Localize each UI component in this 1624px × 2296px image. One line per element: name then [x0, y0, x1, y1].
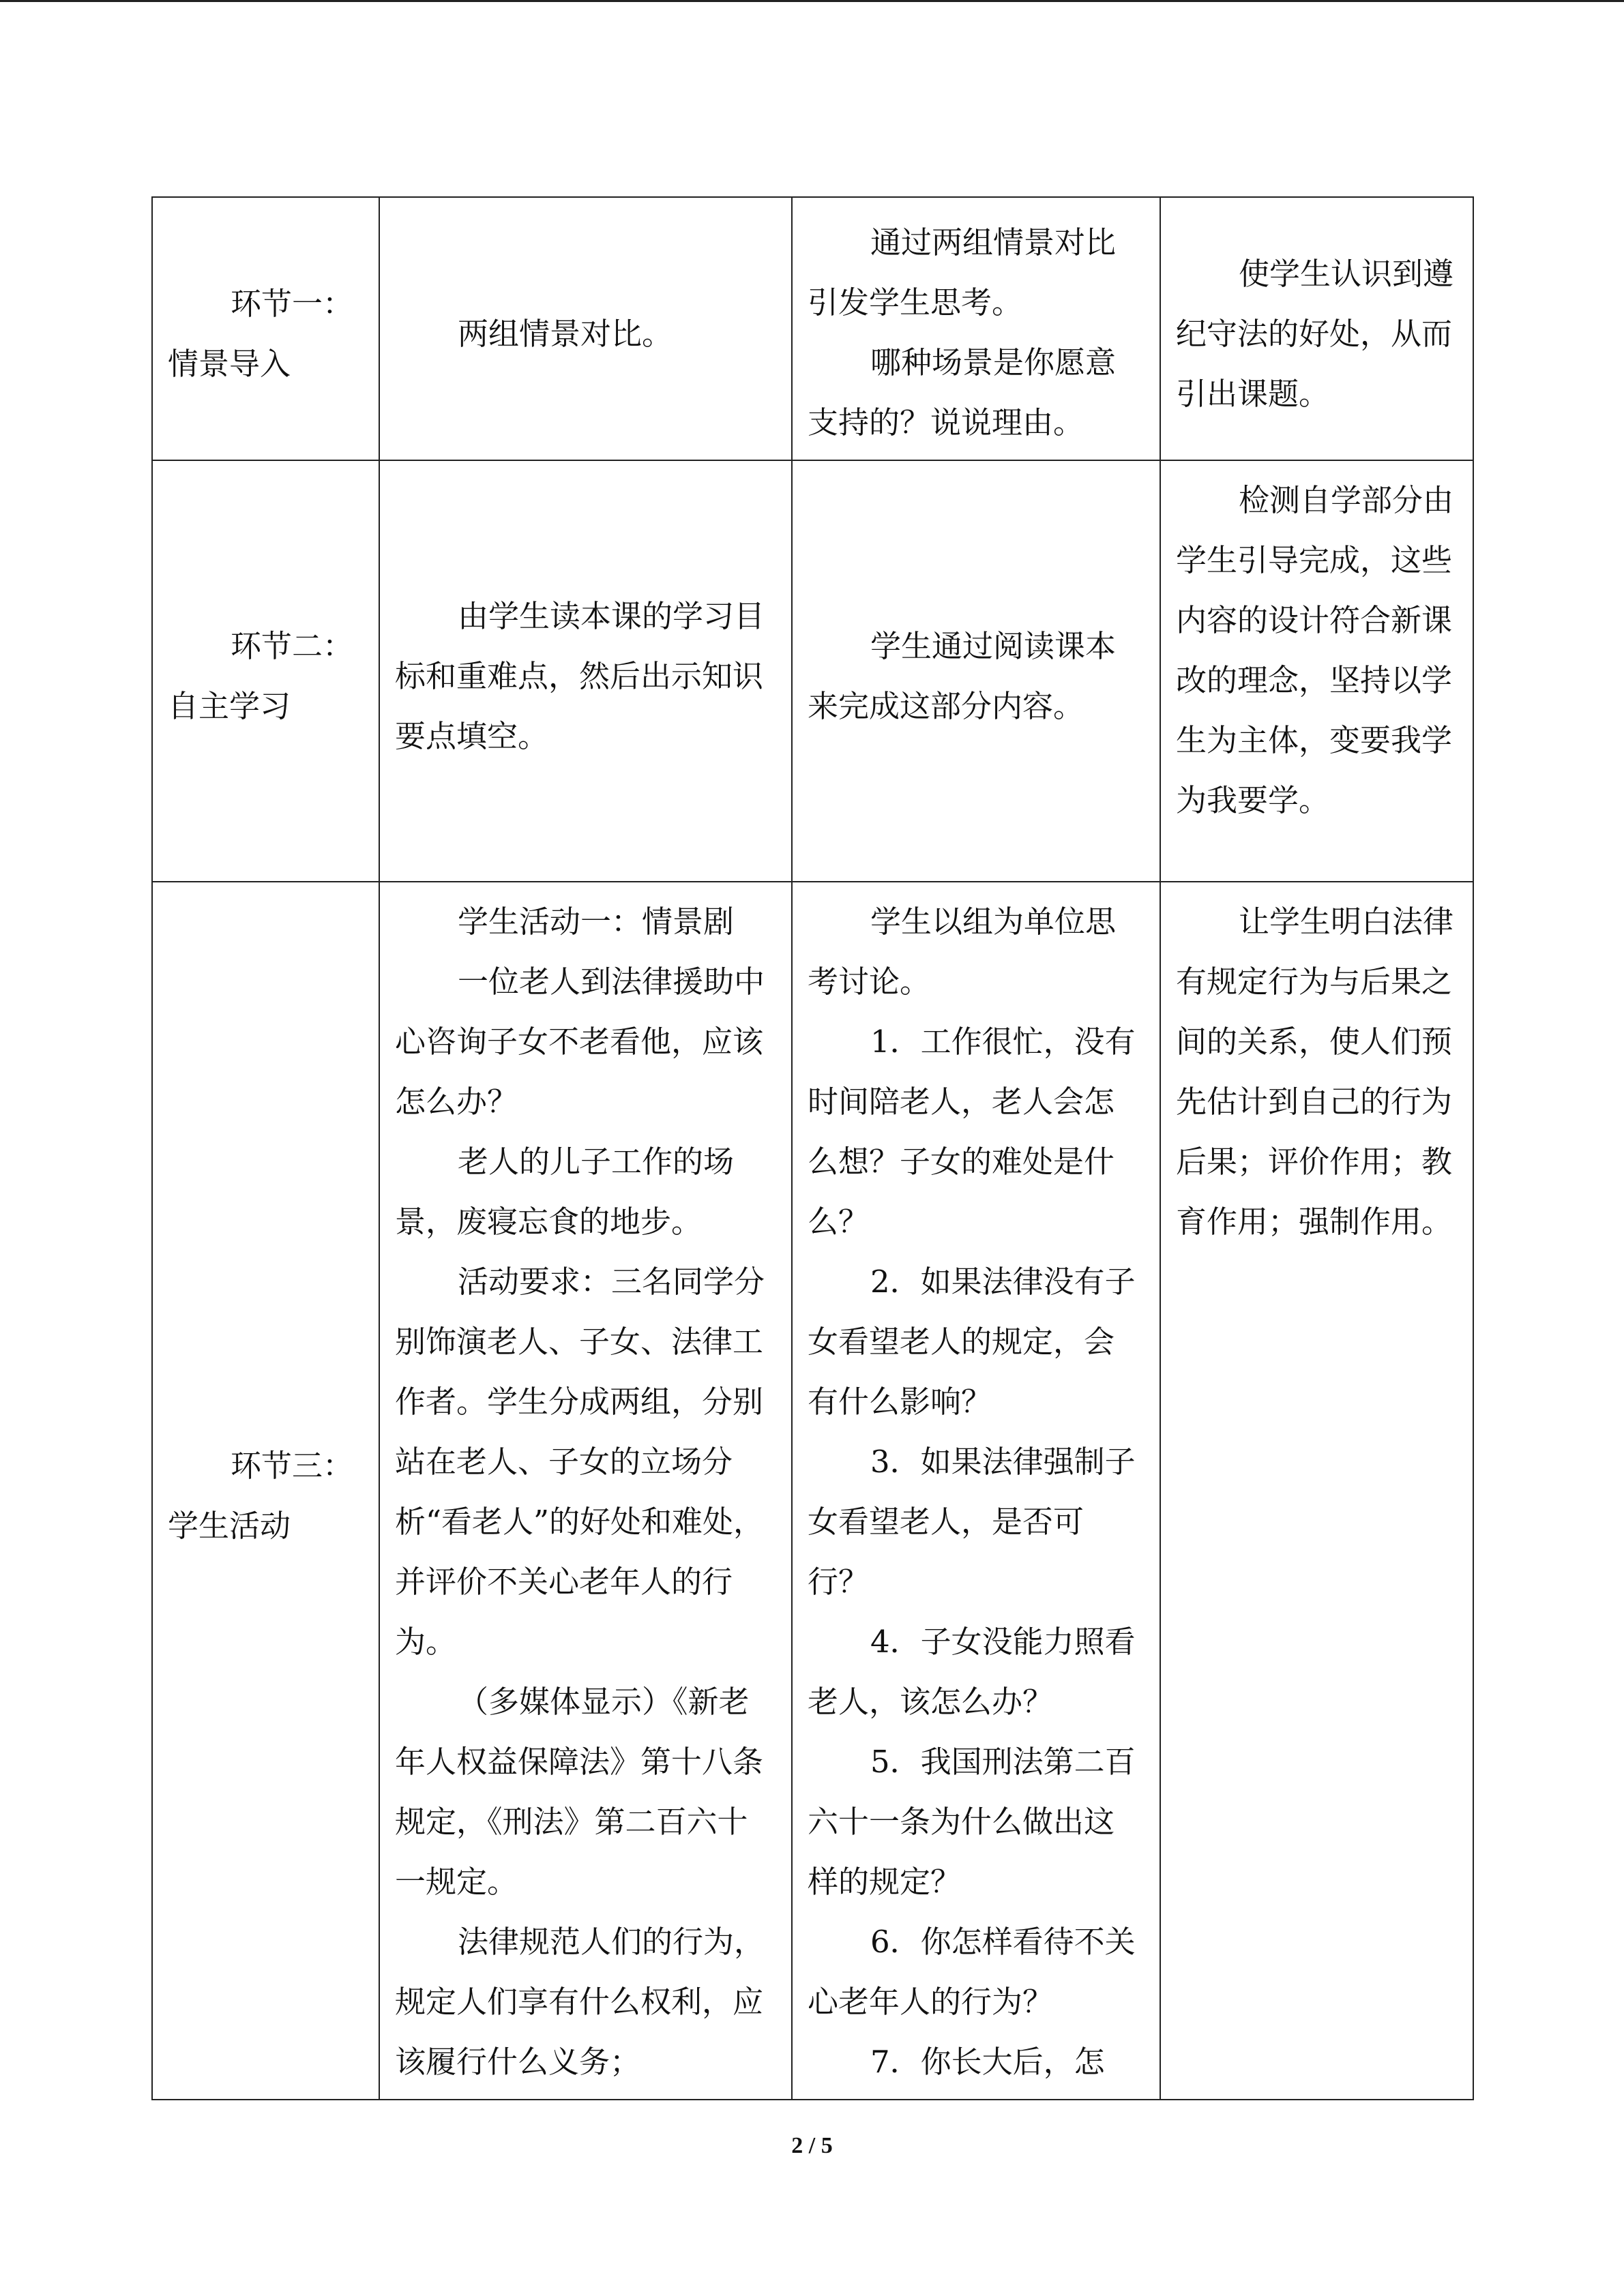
content-paragraph: 一位老人到法律援助中心咨询子女不老看他，应该怎么办？: [395, 964, 765, 1120]
student-paragraph: 5．我国刑法第二百六十一条为什么做出这样的规定？: [808, 1744, 1136, 1900]
student-cell: [792, 197, 1160, 460]
student-paragraph: 哪种场景是你愿意支持的？说说理由。: [808, 344, 1117, 441]
student-paragraph: 学生以组为单位思考讨论。: [808, 904, 1117, 1000]
intent-cell: [1160, 882, 1473, 2100]
content-paragraph: 由学生读本课的学习目标和重难点，然后出示知识要点填空。: [395, 598, 765, 754]
stage-cell: [152, 197, 379, 460]
student-cell: [792, 460, 1160, 882]
table-row: [152, 460, 1473, 882]
stage-title: 学生活动: [168, 1508, 291, 1544]
content-cell: [379, 882, 792, 2100]
content-cell: [379, 197, 792, 460]
lesson-plan-table: [151, 196, 1474, 2100]
content-paragraph: 两组情景对比。: [458, 316, 673, 352]
content-paragraph: 法律规范人们的行为，规定人们享有什么权利，应该履行什么义务；: [395, 1924, 765, 2080]
content-paragraph: 活动要求：三名同学分别饰演老人、子女、法律工作者。学生分成两组，分别站在老人、子女的立场分析“看老人”的好处和难处，并评价不关心老年人的行为。: [395, 1264, 765, 1660]
student-paragraph: 7．你长大后，怎: [870, 2044, 1105, 2080]
student-paragraph: 4．子女没能力照看老人，该怎么办？: [808, 1624, 1136, 1720]
intent-paragraph: 检测自学部分由学生引导完成，这些内容的设计符合新课改的理念，坚持以学生为主体，变要我学为我要学。: [1176, 482, 1454, 818]
stage-title: 自主学习: [168, 688, 291, 724]
student-paragraph: 3．如果法律强制子女看望老人，是否可行？: [808, 1444, 1136, 1600]
student-paragraph: 2．如果法律没有子女看望老人的规定，会有什么影响？: [808, 1264, 1136, 1420]
intent-cell: [1160, 197, 1473, 460]
stage-cell: [152, 460, 379, 882]
student-paragraph: 6．你怎样看待不关心老年人的行为？: [808, 1924, 1136, 2020]
intent-paragraph: 让学生明白法律有规定行为与后果之间的关系，使人们预先估计到自己的行为后果；评价作用；教育作用；强制作用。: [1176, 904, 1454, 1240]
stage-title: 情景导入: [168, 346, 291, 382]
intent-cell: [1160, 460, 1473, 882]
content-paragraph: 学生活动一：情景剧: [458, 904, 735, 940]
table-row: [152, 197, 1473, 460]
student-paragraph: 1．工作很忙，没有时间陪老人，老人会怎么想？子女的难处是什么？: [808, 1024, 1136, 1240]
content-paragraph: （多媒体显示）《新老年人权益保障法》第十八条规定，《刑法》第二百六十一规定。: [395, 1684, 764, 1900]
table-row: [152, 882, 1473, 2100]
page-number: 2 / 5: [791, 2133, 833, 2158]
intent-paragraph: 使学生认识到遵纪守法的好处，从而引出课题。: [1176, 256, 1454, 412]
student-paragraph: 学生通过阅读课本来完成这部分内容。: [808, 628, 1117, 724]
student-paragraph: 通过两组情景对比引发学生思考。: [808, 224, 1117, 320]
stage-cell: [152, 882, 379, 2100]
content-paragraph: 老人的儿子工作的场景，废寝忘食的地步。: [395, 1144, 735, 1240]
stage-label: 环节三：: [231, 1448, 354, 1484]
content-cell: [379, 460, 792, 882]
stage-label: 环节一：: [231, 286, 354, 322]
student-cell: [792, 882, 1160, 2100]
stage-label: 环节二：: [231, 628, 354, 664]
page-top-border: [0, 0, 1624, 2]
